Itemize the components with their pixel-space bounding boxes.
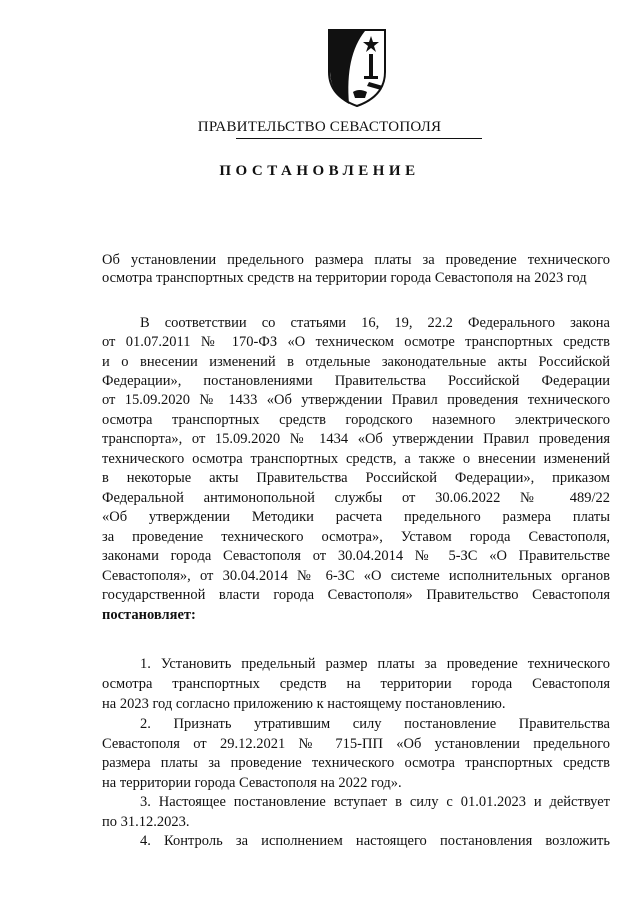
item-line: размера платы за проведение технического осмотра транспортных средств <box>102 755 610 771</box>
preamble-line: в некоторые акты Правительства Российской Федерации», приказом <box>102 470 610 486</box>
subject-line: осмотра транспортных средств на территории города Севастополя на 2023 год <box>102 270 587 286</box>
preamble-line: законами города Севастополя от 30.04.2014 № 5-ЗС «О Правительстве <box>102 548 610 564</box>
preamble-line: и о внесении изменений в отдельные законодательные акты Российской <box>102 354 610 370</box>
preamble-line: осмотра транспортных средств городского наземного электрического <box>102 412 610 428</box>
item-line: осмотра транспортных средств на территории города Севастополя <box>102 676 610 692</box>
item-line: на территории города Севастополя на 2022 год». <box>102 775 402 791</box>
preamble-line: за проведение технического осмотра», Уставом города Севастополя, <box>102 529 610 545</box>
preamble-line: транспорта», от 15.09.2020 № 1434 «Об утверждении Правил проведения <box>102 431 610 447</box>
preamble-line: «Об утверждении Методики расчета предельного размера платы <box>102 509 610 525</box>
subject-line: Об установлении предельного размера платы за проведение технического <box>102 252 610 268</box>
item-line: 4. Контроль за исполнением настоящего постановления возложить <box>140 833 610 849</box>
preamble-line: В соответствии со статьями 16, 19, 22.2 Федерального закона <box>140 315 610 331</box>
document-type: ПОСТАНОВЛЕНИЕ <box>219 163 420 179</box>
preamble-line: государственной власти города Севастополя» Правительство Севастополя <box>102 587 610 603</box>
preamble-line: от 01.07.2011 № 170-ФЗ «О техническом осмотре транспортных средств <box>102 334 610 350</box>
preamble-line: Севастополя», от 30.04.2014 № 6-ЗС «О системе исполнительных органов <box>102 568 610 584</box>
resolves-word: постановляет: <box>102 607 196 623</box>
item-line: по 31.12.2023. <box>102 814 190 830</box>
preamble-line: технического осмотра транспортных средств, а также о внесении изменений <box>102 451 610 467</box>
item-line: 2. Признать утратившим силу постановление Правительства <box>140 716 610 732</box>
item-line: 3. Настоящее постановление вступает в силу с 01.01.2023 и действует <box>140 794 610 810</box>
item-line: Севастополя от 29.12.2021 № 715-ПП «Об установлении предельного <box>102 736 610 752</box>
header-rule <box>236 138 482 139</box>
preamble-line: Федерации», постановлениями Правительства Российской Федерации <box>102 373 610 389</box>
government-name: ПРАВИТЕЛЬСТВО СЕВАСТОПОЛЯ <box>197 119 442 135</box>
item-line: 1. Установить предельный размер платы за проведение технического <box>140 656 610 672</box>
sevastopol-coat-of-arms-icon <box>325 26 389 108</box>
preamble-line: от 15.09.2020 № 1433 «Об утверждении Правил проведения технического <box>102 392 610 408</box>
preamble-line: Федеральной антимонопольной службы от 30.06.2022 № 489/22 <box>102 490 610 506</box>
item-line: на 2023 год согласно приложению к настоящему постановлению. <box>102 696 506 712</box>
